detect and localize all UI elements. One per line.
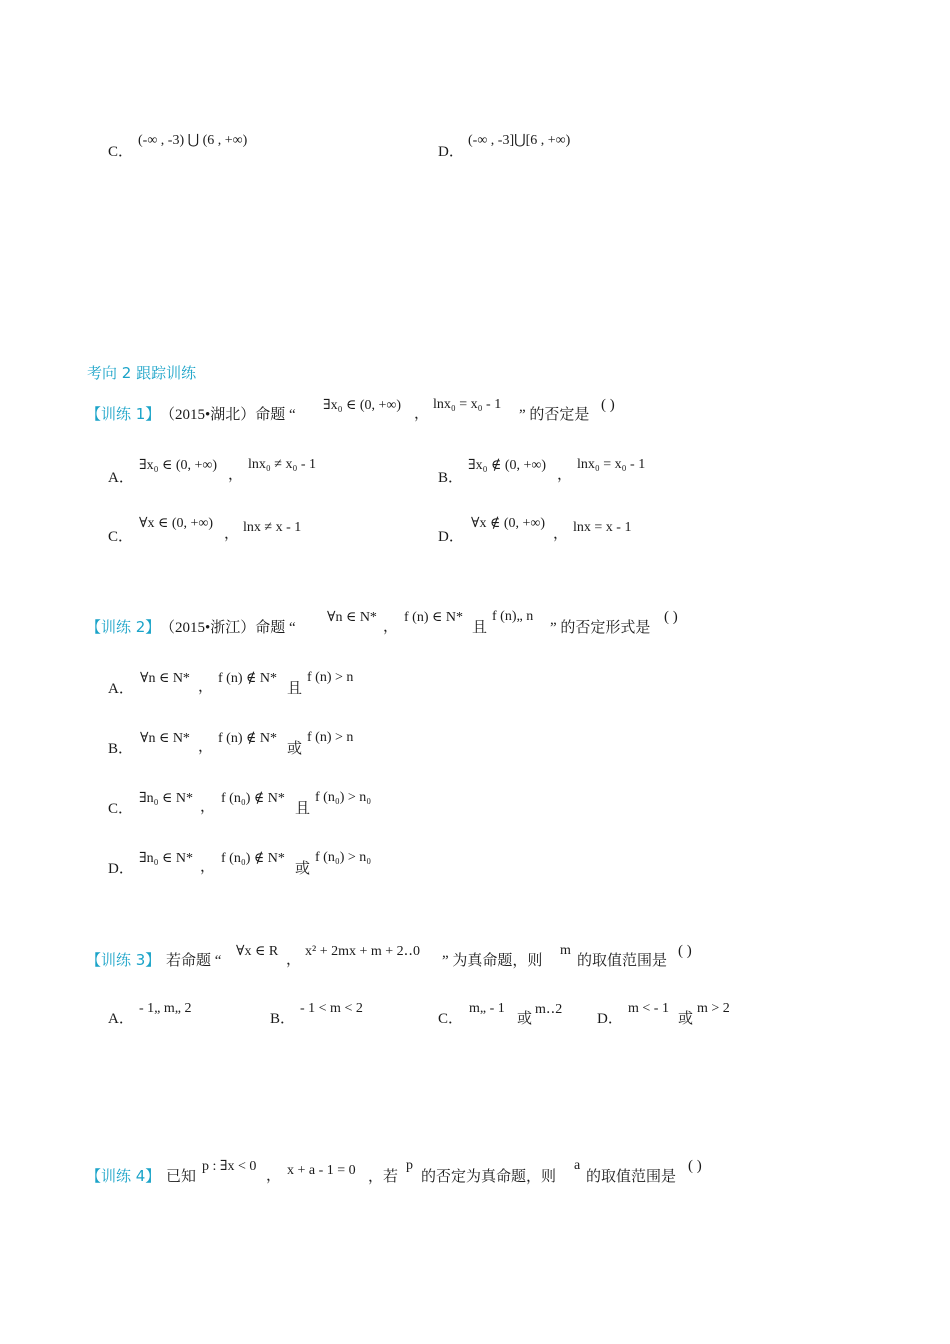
math-expression: ∀x ∈ R xyxy=(236,944,279,959)
question-stem: ，若 xyxy=(368,1169,399,1185)
option-c-label: C． xyxy=(108,144,134,160)
option-label: B． xyxy=(438,470,464,486)
conjunction: 或 xyxy=(517,1011,533,1027)
option-label: C． xyxy=(438,1011,464,1027)
separator: ， xyxy=(383,619,399,635)
math-expression: f (n₀) > n₀ xyxy=(315,790,372,805)
math-expression: ∀x ∈ (0, +∞) xyxy=(139,516,214,531)
math-expression: ∃n₀ ∈ N* xyxy=(139,791,193,806)
question-stem: ” 的否定形式是 xyxy=(550,620,651,636)
separator: ， xyxy=(553,526,569,542)
math-expression: m„ - 1 xyxy=(469,1001,505,1016)
math-expression: ∃x₀ ∈ (0, +∞) xyxy=(323,398,402,413)
separator: ， xyxy=(200,799,216,815)
math-expression: f (n₀) > n₀ xyxy=(315,850,372,865)
math-expression: m‥2 xyxy=(535,1002,563,1017)
math-expression: ∃x₀ ∈ (0, +∞) xyxy=(139,458,218,473)
conjunction: 或 xyxy=(295,861,311,877)
conjunction: 且 xyxy=(472,620,488,636)
separator: ， xyxy=(557,467,573,483)
option-label: D． xyxy=(597,1011,623,1027)
question-stem: 若命题 “ xyxy=(166,953,222,969)
separator: ， xyxy=(200,859,216,875)
math-expression: f (n)„ n xyxy=(492,609,534,624)
math-expression: lnx₀ = x₀ - 1 xyxy=(577,457,646,472)
math-expression: ∀n ∈ N* xyxy=(140,671,190,686)
question-stem: 的取值范围是 xyxy=(586,1169,677,1185)
math-expression: f (n) ∉ N* xyxy=(218,671,277,686)
math-expression: - 1 < m < 2 xyxy=(300,1001,363,1016)
math-expression: f (n) ∈ N* xyxy=(404,610,463,625)
question-stem: 已知 xyxy=(166,1169,197,1185)
answer-paren: ( ) xyxy=(601,397,615,413)
math-expression: m > 2 xyxy=(697,1001,730,1016)
separator: ， xyxy=(286,952,302,968)
separator: ， xyxy=(266,1168,282,1184)
question-tag: 【训练 2】 xyxy=(86,618,161,636)
math-expression: - 1„ m„ 2 xyxy=(139,1001,192,1016)
math-expression: m < - 1 xyxy=(628,1001,669,1016)
option-label: A． xyxy=(108,470,134,486)
option-d-math: (-∞ , -3]⋃[6 , +∞) xyxy=(468,133,571,148)
separator: ， xyxy=(198,739,214,755)
math-expression: lnx = x - 1 xyxy=(573,520,632,535)
answer-paren: ( ) xyxy=(664,609,678,625)
math-variable: m xyxy=(560,943,571,958)
option-label: D． xyxy=(438,529,464,545)
question-stem: （2015•浙江）命题 “ xyxy=(160,620,296,636)
math-expression: x + a - 1 = 0 xyxy=(287,1163,356,1178)
option-label: C． xyxy=(108,529,134,545)
math-expression: ∃x₀ ∉ (0, +∞) xyxy=(468,458,547,473)
math-expression: x² + 2mx + m + 2‥0 xyxy=(305,944,421,959)
math-expression: ∀x ∉ (0, +∞) xyxy=(471,516,546,531)
math-expression: f (n) > n xyxy=(307,670,354,685)
question-stem: 的取值范围是 xyxy=(577,953,668,969)
separator: ， xyxy=(224,526,240,542)
option-label: C． xyxy=(108,801,134,817)
option-label: B． xyxy=(270,1011,296,1027)
question-stem: ” 的否定是 xyxy=(519,407,590,423)
conjunction: 或 xyxy=(287,741,303,757)
math-expression: lnx ≠ x - 1 xyxy=(243,520,302,535)
math-expression: lnx₀ ≠ x₀ - 1 xyxy=(248,457,316,472)
math-expression: f (n) > n xyxy=(307,730,354,745)
option-label: A． xyxy=(108,1011,134,1027)
math-expression: p : ∃x < 0 xyxy=(202,1159,257,1174)
question-stem: （2015•湖北）命题 “ xyxy=(160,407,296,423)
answer-paren: ( ) xyxy=(688,1158,702,1174)
math-expression: lnx₀ = x₀ - 1 xyxy=(433,397,502,412)
option-label: D． xyxy=(108,861,134,877)
question-tag: 【训练 4】 xyxy=(86,1167,161,1185)
question-tag: 【训练 1】 xyxy=(86,405,161,423)
option-label: B． xyxy=(108,741,134,757)
section-title: 考向 2 跟踪训练 xyxy=(87,364,197,382)
separator: ， xyxy=(198,679,214,695)
math-expression: ∃n₀ ∈ N* xyxy=(139,851,193,866)
separator: ， xyxy=(228,467,244,483)
conjunction: 且 xyxy=(295,801,311,817)
math-expression: ∀n ∈ N* xyxy=(140,731,190,746)
math-variable: a xyxy=(574,1158,581,1173)
math-variable: p xyxy=(406,1158,413,1173)
option-d-label: D． xyxy=(438,144,464,160)
option-label: A． xyxy=(108,681,134,697)
conjunction: 且 xyxy=(287,681,303,697)
question-tag: 【训练 3】 xyxy=(86,951,161,969)
math-expression: f (n) ∉ N* xyxy=(218,731,277,746)
question-stem: ” 为真命题，则 xyxy=(442,953,543,969)
separator: ， xyxy=(414,406,430,422)
math-expression: f (n₀) ∉ N* xyxy=(221,791,285,806)
math-expression: f (n₀) ∉ N* xyxy=(221,851,285,866)
question-stem: 的否定为真命题，则 xyxy=(421,1169,557,1185)
math-expression: ∀n ∈ N* xyxy=(327,610,377,625)
answer-paren: ( ) xyxy=(678,943,692,959)
conjunction: 或 xyxy=(678,1011,694,1027)
option-c-math: (-∞ , -3) ⋃ (6 , +∞) xyxy=(138,133,248,148)
